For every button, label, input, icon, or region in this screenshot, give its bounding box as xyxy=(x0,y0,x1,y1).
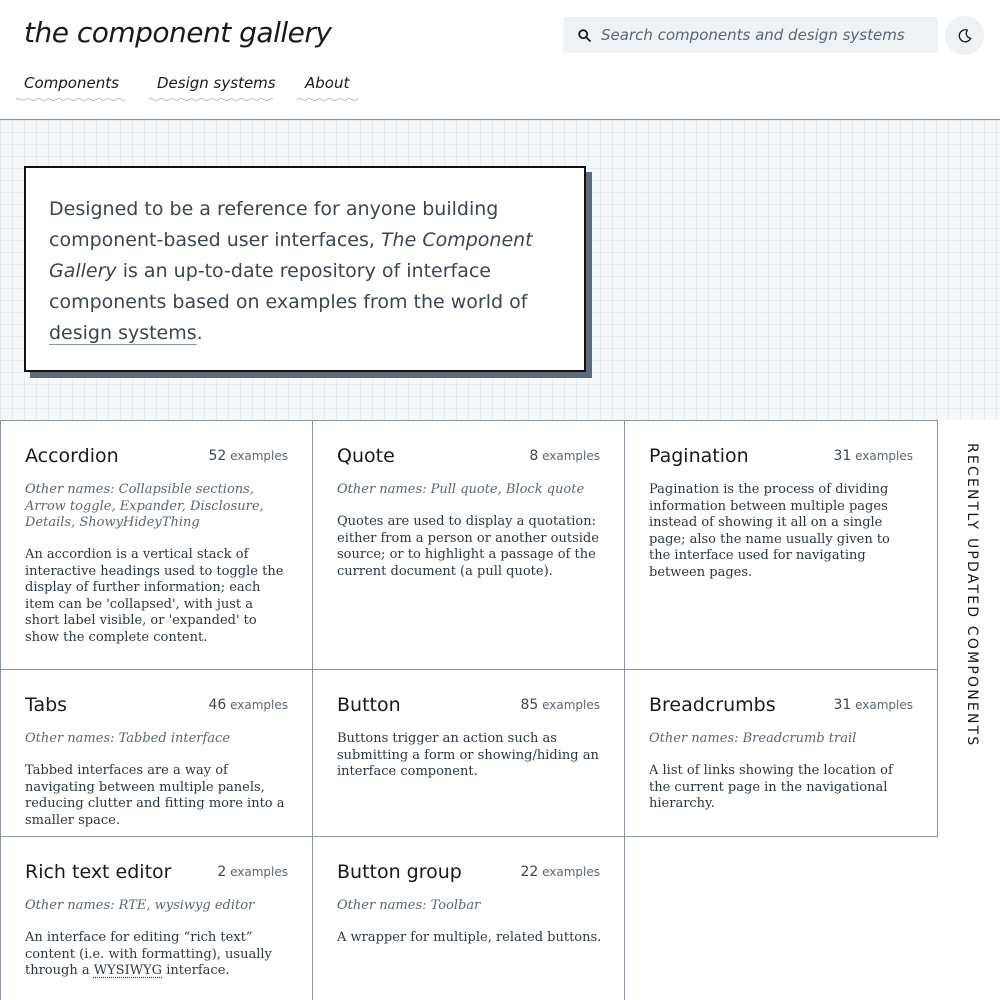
component-card-accordion[interactable] xyxy=(0,420,313,670)
intro-text: Designed to be a reference for anyone building component-based user interfaces, xyxy=(49,198,499,251)
card-other-names: Other names: RTE, wysiwyg editor xyxy=(25,898,255,913)
card-example-count xyxy=(217,864,288,880)
card-example-count xyxy=(833,697,913,713)
intro-text: is an up-to-date repository of interface components based on examples from the world of xyxy=(49,260,528,313)
card-description: Pagination is the process of dividing information between multiple pages instead of showing it all on a single page; also the name usually given to the interface used for navigating between pages. xyxy=(649,482,890,580)
card-title[interactable]: Rich text editor xyxy=(25,861,172,883)
intro-card xyxy=(24,166,586,372)
description-text: An interface for editing “rich text” content (i.e. with formatting), usually through a xyxy=(25,930,272,978)
count-label: examples xyxy=(226,865,288,879)
component-card-pagination[interactable] xyxy=(624,420,938,670)
count-label: examples xyxy=(538,865,600,879)
site-title[interactable]: the component gallery xyxy=(24,16,332,49)
component-card-breadcrumbs[interactable] xyxy=(624,669,938,837)
count-number: 31 xyxy=(833,448,852,464)
card-example-count xyxy=(520,697,600,713)
card-other-names: Other names: Toolbar xyxy=(337,898,481,913)
search-icon xyxy=(578,29,591,42)
card-description: Tabbed interfaces are a way of navigating between multiple panels, reducing clutter and fitting more into a smaller space. xyxy=(25,763,285,828)
card-title[interactable]: Tabs xyxy=(25,694,68,716)
wavy-underline xyxy=(16,97,125,102)
card-example-count xyxy=(208,697,288,713)
count-number: 85 xyxy=(520,697,539,713)
component-card-quote[interactable] xyxy=(312,420,625,670)
count-label: examples xyxy=(851,449,913,463)
nav-item-about[interactable] xyxy=(297,72,359,102)
nav-item-label: Components xyxy=(24,74,119,92)
card-description: Quotes are used to display a quotation: either from a person or another outside source; or to highlight a passage of the current document (a pull quote). xyxy=(337,514,599,579)
wavy-underline xyxy=(149,97,273,102)
card-title[interactable]: Breadcrumbs xyxy=(649,694,776,716)
card-description: An accordion is a vertical stack of interactive headings used to toggle the display of further information; each item can be 'collapsed', with just a short label visible, or 'expanded' to show the complete content. xyxy=(25,547,284,645)
nav-item-design-systems[interactable] xyxy=(149,72,276,102)
nav-item-components[interactable] xyxy=(16,72,125,102)
recently-updated-label xyxy=(958,443,980,748)
card-description: Buttons trigger an action such as submitting a form or showing/hiding an interface component. xyxy=(337,731,599,779)
card-title[interactable]: Button group xyxy=(337,861,462,883)
component-card-button-group[interactable] xyxy=(312,836,625,1000)
card-other-names: Other names: Collapsible sections, Arrow toggle, Expander, Disclosure, Details, ShowyHideyThing xyxy=(25,482,264,530)
card-description xyxy=(25,930,290,980)
count-number: 22 xyxy=(520,864,539,880)
site-header xyxy=(0,0,1000,120)
card-title[interactable]: Quote xyxy=(337,445,395,467)
grid-divider xyxy=(624,836,625,1000)
card-other-names: Other names: Breadcrumb trail xyxy=(649,731,857,746)
search-input[interactable] xyxy=(601,26,921,44)
intro-text: . xyxy=(196,322,203,344)
theme-toggle-button[interactable] xyxy=(945,16,984,55)
card-example-count xyxy=(529,448,600,464)
hero-section xyxy=(0,120,1000,420)
main-nav xyxy=(16,72,383,102)
intro-emphasis: The Component Gallery xyxy=(49,229,533,282)
side-label-text: RECENTLY UPDATED COMPONENTS xyxy=(964,443,980,748)
count-number: 8 xyxy=(529,448,539,464)
component-card-rich-text-editor[interactable] xyxy=(0,836,313,1000)
card-description: A wrapper for multiple, related buttons. xyxy=(337,930,602,945)
card-title[interactable]: Pagination xyxy=(649,445,749,467)
count-label: examples xyxy=(538,449,600,463)
moon-icon xyxy=(957,28,973,44)
card-example-count xyxy=(833,448,913,464)
nav-item-label: Design systems xyxy=(157,74,276,92)
count-number: 46 xyxy=(208,697,227,713)
count-number: 2 xyxy=(217,864,227,880)
count-label: examples xyxy=(226,449,288,463)
card-description: A list of links showing the location of the current page in the navigational hierarchy. xyxy=(649,763,893,811)
wysiwyg-abbreviation: WYSIWYG xyxy=(93,963,163,978)
card-other-names: Other names: Tabbed interface xyxy=(25,731,231,746)
count-number: 31 xyxy=(833,697,852,713)
card-example-count xyxy=(208,448,288,464)
count-label: examples xyxy=(226,698,288,712)
count-label: examples xyxy=(538,698,600,712)
description-text: interface. xyxy=(162,963,230,978)
card-title[interactable]: Accordion xyxy=(25,445,119,467)
search-bar[interactable] xyxy=(563,17,938,53)
wavy-underline xyxy=(297,97,359,102)
nav-item-label: About xyxy=(305,74,350,92)
count-number: 52 xyxy=(208,448,227,464)
card-other-names: Other names: Pull quote, Block quote xyxy=(337,482,585,497)
component-card-tabs[interactable] xyxy=(0,669,313,837)
design-systems-link[interactable]: design systems xyxy=(49,322,197,344)
card-example-count xyxy=(520,864,600,880)
component-card-button[interactable] xyxy=(312,669,625,837)
count-label: examples xyxy=(851,698,913,712)
card-title[interactable]: Button xyxy=(337,694,401,716)
